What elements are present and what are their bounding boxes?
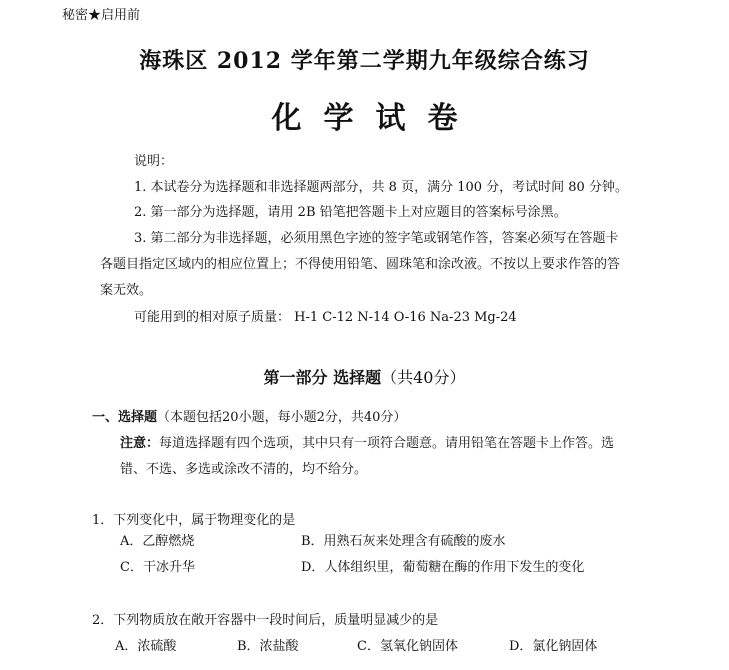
part1-title-score: （共40分）	[381, 368, 466, 387]
note-label: 注意：	[120, 436, 160, 451]
instruction-3-line1: 3. 第二部分为非选择题，必须用黑色字迹的签字笔或钢笔作答，答案必须写在答题卡	[134, 231, 619, 246]
q2-option-b: B．浓盐酸	[237, 639, 299, 654]
q1-option-b: B．用熟石灰来处理含有硫酸的废水	[301, 534, 506, 549]
q1-option-a: A．乙醇燃烧	[120, 534, 195, 549]
instruction-3-line3: 案无效。	[100, 283, 153, 298]
section-one-name: 选择题	[118, 410, 158, 425]
q2-stem: 2．下列物质放在敞开容器中一段时间后，质量明显减少的是	[92, 613, 439, 628]
section-one-desc: （本题包括20小题，每小题2分，共40分）	[157, 410, 407, 425]
q1-option-c: C．干冰升华	[120, 560, 195, 575]
atomic-masses: 可能用到的相对原子质量： H-1 C-12 N-14 O-16 Na-23 Mg-24	[134, 310, 517, 325]
part1-title	[0, 365, 729, 388]
section-one-header	[92, 406, 406, 425]
section-one-prefix: 一、	[92, 410, 119, 425]
q2-option-a: A．浓硫酸	[115, 639, 177, 654]
instruction-2: 2. 第一部分为选择题，请用 2B 铅笔把答题卡上对应题目的答案标号涂黑。	[134, 205, 567, 220]
instruction-3-line2: 各题目指定区域内的相应位置上；不得使用铅笔、圆珠笔和涂改液。不按以上要求作答的答	[100, 257, 621, 272]
confidential-label: 秘密★启用前	[62, 8, 141, 23]
q1-stem: 1．下列变化中，属于物理变化的是	[92, 513, 296, 528]
part1-title-main: 第一部分 选择题	[263, 368, 382, 387]
q2-option-c: C．氢氧化钠固体	[357, 639, 458, 654]
q1-option-d: D．人体组织里，葡萄糖在酶的作用下发生的变化	[301, 560, 585, 575]
note-text-1: 每道选择题有四个选项，其中只有一项符合题意。请用铅笔在答题卡上作答。选	[159, 436, 615, 451]
instructions-heading: 说明：	[134, 154, 174, 169]
q2-option-d: D．氯化钠固体	[509, 639, 598, 654]
note-line2: 错、不选、多选或涂改不清的，均不给分。	[120, 462, 368, 477]
note-line1	[120, 432, 614, 451]
subject-title: 化学试卷	[271, 101, 480, 136]
exam-title: 海珠区 2012 学年第二学期九年级综合练习	[139, 48, 590, 74]
instruction-1: 1. 本试卷分为选择题和非选择题两部分，共 8 页，满分 100 分，考试时间 80 分钟。	[134, 180, 628, 195]
